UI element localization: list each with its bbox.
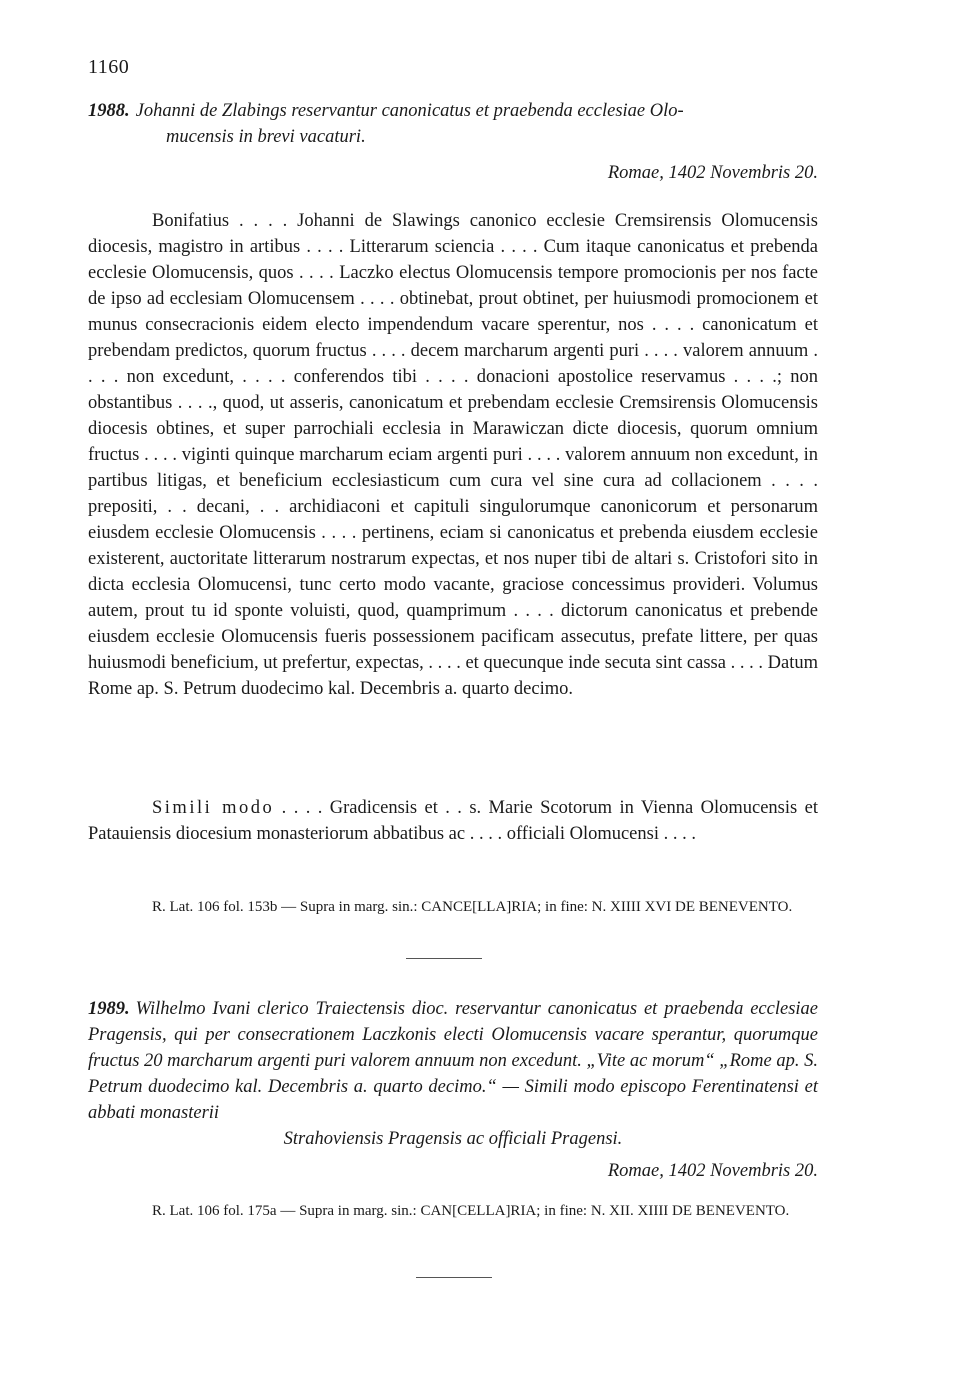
entry-1988-body: Bonifatius . . . . Johanni de Slawings canonico ecclesie Cremsirensis Olomucensis diocesis, magistro in artibus . . . . Litterarum sciencia . . . . Cum itaque canonicatus et prebenda ecclesie Olomucensis, quos . . . . Laczko electus Olomucensis tempore promocionis per nos facte de ipso ad ecclesiam Olomucensem . . . . obtinebat, prout obtinet, per huiusmodi promocionem et munus consecracionis eidem electo impendendum vacare sperentur, nos . . . . canonicatum et prebendam predictos, quorum fructus . . . . decem marcharum argenti puri . . . . valorem annuum . . . . non excedunt, . . . . conferendos tibi . . . . donacioni apostolice reservamus . . . .; non obstantibus . . . ., quod, ut asseris, canonicatum et prebendam ecclesie Cremsirensis Olomucensis diocesis obtines, et super parrochiali ecclesia in Marawiczan dicte diocesis, quorum omnium fructus . . . . viginti quinque marcharum eciam argenti puri . . . . valorem annuum non excedunt, in partibus litigas, et beneficium ecclesiasticum cum cura vel sine cura ad collacionem . . . . prepositi, . . decani, . . archidiaconi et capituli singulorumque canonicorum et personarum eiusdem ecclesie Olomucensis . . . . pertinens, eciam si canonicatus et prebenda eiusdem ecclesie existerent, auctoritate litterarum nostrarum expectas, et nos nuper tibi de altari s. Cristofori sito in dicta ecclesia Olomucensi, tunc certo modo vacante, graciose concessimus provideri. Volumus autem, prout tu id sponte voluisti, quod, quamprimum . . . . dictorum canonicatus et prebende eiusdem ecclesie Olomucensis fueris possessionem pacificam assecutus, prefate littere, per quas huiusmodi beneficium, ut prefertur, expectas, . . . . et quecunque inde secuta sint cassa . . . . Datum Rome ap. S. Petrum duodecimo kal. Decembris a. quarto decimo. (88, 211, 818, 699)
entry-number: 1989. (88, 999, 130, 1019)
similiter-lead: Simili modo (152, 798, 275, 818)
section-divider (406, 958, 482, 959)
entry-1989-dateline: Romae, 1402 Novembris 20. (607, 1161, 818, 1181)
entry-1989 (88, 996, 818, 1152)
entry-1988-body-wrap (88, 208, 818, 702)
page-number: 1160 (88, 56, 130, 78)
entry-1988-dateline-wrap (88, 160, 818, 186)
entry-1988-heading (88, 98, 818, 150)
entry-1989-heading (88, 996, 818, 1152)
entry-1989-note-wrap (88, 1200, 818, 1222)
entry-title: Johanni de Zlabings reservantur canonicatus et praebenda ecclesiae Olo- (135, 101, 684, 121)
entry-1988-dateline: Romae, 1402 Novembris 20. (607, 163, 818, 183)
entry-1988 (88, 98, 818, 150)
entry-title: Wilhelmo Ivani clerico Traiectensis dioc. reservantur canonicatus et praebenda ecclesiae Pragensis, qui per consecrationem Laczkonis electi Olomucensis vacare sperantur, quorumque fructus 20 marcharum argenti puri valorem annuum non excedunt. „Vite ac morum“ „Rome ap. S. Petrum duodecimo kal. Decembris a. quarto decimo.“ — Simili modo episcopo Ferentinatensi et abbati monasterii (88, 999, 818, 1123)
entry-1988-similiter-wrap (88, 795, 818, 847)
entry-title-last-line: Strahoviensis Pragensis ac officiali Pragensi. (283, 1129, 623, 1149)
entry-title-continued: mucensis in brevi vacaturi. (166, 127, 366, 147)
entry-1988-note-wrap (88, 896, 818, 918)
entry-1988-note: R. Lat. 106 fol. 153b — Supra in marg. sin.: CANCE[LLA]RIA; in fine: N. XIIII XVI DE BENEVENTO. (152, 899, 793, 915)
entry-number: 1988. (88, 101, 130, 121)
similiter-rest: . . . . Gradicensis et . . s. Marie Scotorum in Vienna Olomucensis et Patauiensis diocesium monasteriorum abbatibus ac . . . . officiali Olomucensi . . . . (88, 798, 818, 844)
entry-1988-similiter (88, 795, 818, 847)
entry-1989-note: R. Lat. 106 fol. 175a — Supra in marg. sin.: CAN[CELLA]RIA; in fine: N. XII. XIIII DE BENEVENTO. (152, 1203, 790, 1219)
entry-1989-dateline-wrap (88, 1158, 818, 1184)
section-divider (416, 1277, 492, 1278)
